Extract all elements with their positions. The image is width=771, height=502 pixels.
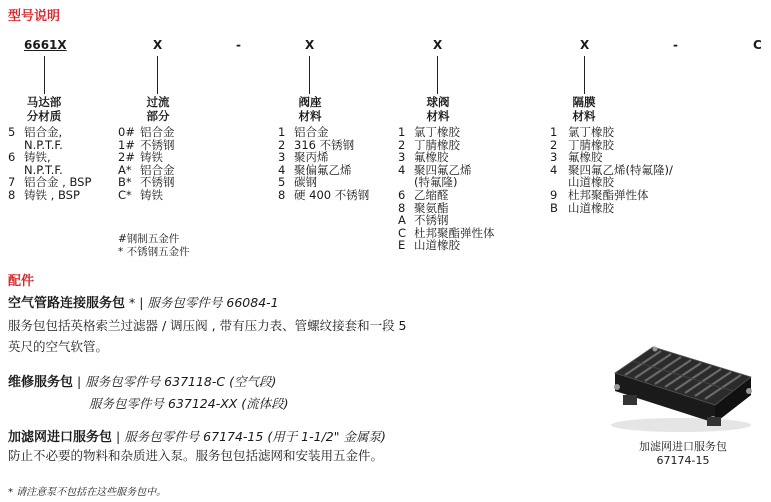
list-item: 3 氟橡胶 (398, 150, 449, 165)
fluid-notes (118, 233, 190, 259)
seat-header: 阀座 材料 (298, 95, 322, 123)
list-item: 8 聚氨酯 (398, 200, 449, 215)
list-item: C* 铸铁 (118, 187, 163, 202)
list-item: 4 聚四氟乙烯 (398, 162, 472, 177)
list-item: A* 铝合金 (118, 162, 175, 177)
air-kit-mark: * | (125, 295, 148, 310)
list-item: 6 乙缩醛 (398, 187, 449, 202)
connector-seat (309, 56, 310, 94)
connector-diaphragm (584, 56, 585, 94)
model-code-dash2: - (673, 38, 678, 52)
list-item: 8 铸铁 , BSP (8, 187, 80, 202)
list-item: N.P.T.F. (24, 162, 63, 177)
list-item: B 山道橡胶 (550, 200, 614, 215)
model-code-x2: X (305, 38, 315, 52)
parts-title: 配件 (8, 274, 35, 289)
list-item: (特氟隆) (414, 175, 458, 190)
list-item: 4 聚四氟乙烯(特氟隆)/ (550, 162, 673, 177)
list-item: 2 丁腈橡胶 (398, 137, 460, 152)
list-item: 1# 不锈钢 (118, 137, 175, 152)
list-item: 9 杜邦聚酯弹性体 (550, 187, 649, 202)
filter-kit-part-number: 服务包零件号 67174-15 (用于 1-1/2" 金属泵) (124, 429, 386, 444)
list-item: 1 铝合金 (278, 125, 329, 139)
model-code-x4: X (580, 38, 590, 52)
air-kit-part-number: 服务包零件号 66084-1 (147, 295, 279, 310)
diaphragm-list (550, 126, 673, 214)
model-code-dash1: - (236, 38, 241, 52)
diaphragm-header: 隔膜 材料 (572, 95, 596, 123)
list-item: 0# 铝合金 (118, 125, 175, 139)
seat-list (278, 126, 369, 202)
filter-kit-title: 加滤网进口服务包 (8, 430, 113, 445)
note-stainless-hardware: * 不锈钢五金件 (118, 246, 190, 258)
list-item: 2 丁腈橡胶 (550, 137, 614, 152)
repair-kit-heading: 维修服务包 | 服务包零件号 637118-C (空气段) (8, 374, 277, 390)
list-item: 3 氟橡胶 (550, 150, 603, 165)
list-item: 山道橡胶 (568, 175, 614, 190)
list-item: E 山道橡胶 (398, 238, 460, 253)
list-item: N.P.T.F. (24, 137, 63, 152)
ball-header: 球阀 材料 (426, 95, 450, 123)
motor-list (8, 126, 91, 202)
model-code-c: C (753, 38, 762, 52)
list-item: 2 316 不锈钢 (278, 137, 355, 152)
air-kit-description: 服务包包括英格索兰过滤器 / 调压阀 , 带有压力表、管螺纹接套和一段 5 英尺的空气软管。 (8, 318, 407, 354)
list-item: 2# 铸铁 (118, 150, 163, 165)
model-code-x1: X (153, 38, 163, 52)
list-item: 5 碳钢 (278, 175, 317, 190)
fluid-list (118, 126, 175, 202)
filter-kit-caption: 加滤网进口服务包 67174-15 (639, 440, 727, 467)
repair-kit-air-part: 服务包零件号 637118-C (空气段) (85, 374, 277, 389)
list-item: 7 铝合金 , BSP (8, 175, 92, 190)
model-code-x3: X (433, 38, 443, 52)
list-item: 4 聚偏氟乙烯 (278, 162, 352, 177)
page-title: 型号说明 (8, 9, 61, 24)
ball-list (398, 126, 495, 252)
fluid-header: 过流 部分 (146, 95, 170, 123)
list-item: A 不锈钢 (398, 213, 449, 228)
footnote: * 请注意泵不包括在这些服务包中。 (8, 487, 167, 498)
list-item: 3 聚丙烯 (278, 150, 329, 165)
model-base-code: 6661X (24, 38, 67, 52)
repair-kit-fluid-part: 服务包零件号 637124-XX (流体段) (89, 396, 289, 411)
list-item: 1 氯丁橡胶 (550, 125, 614, 139)
filter-kit-description: 防止不必要的物料和杂质进入泵。服务包包括滤网和安装用五金件。 (8, 448, 384, 463)
list-item: 5 铝合金, (8, 125, 63, 139)
connector-ball (437, 56, 438, 94)
filter-kit-heading: 加滤网进口服务包 | 服务包零件号 67174-15 (用于 1-1/2" 金属泵) (8, 429, 386, 445)
list-item: 8 硬 400 不锈钢 (278, 187, 370, 202)
connector-fluid (157, 56, 158, 94)
air-kit-title: 空气管路连接服务包 (8, 296, 126, 311)
list-item: 6 铸铁, (8, 150, 51, 165)
note-steel-hardware: #钢制五金件 (118, 233, 180, 245)
connector-motor (44, 56, 45, 94)
list-item: C 杜邦聚酯弹性体 (398, 225, 495, 240)
repair-kit-title: 维修服务包 (8, 375, 74, 390)
motor-header: 马达部 分材质 (26, 95, 62, 123)
list-item: B* 不锈钢 (118, 175, 175, 190)
list-item: 1 氯丁橡胶 (398, 125, 460, 139)
air-kit-heading (8, 292, 279, 311)
filter-kit-image (603, 325, 758, 435)
